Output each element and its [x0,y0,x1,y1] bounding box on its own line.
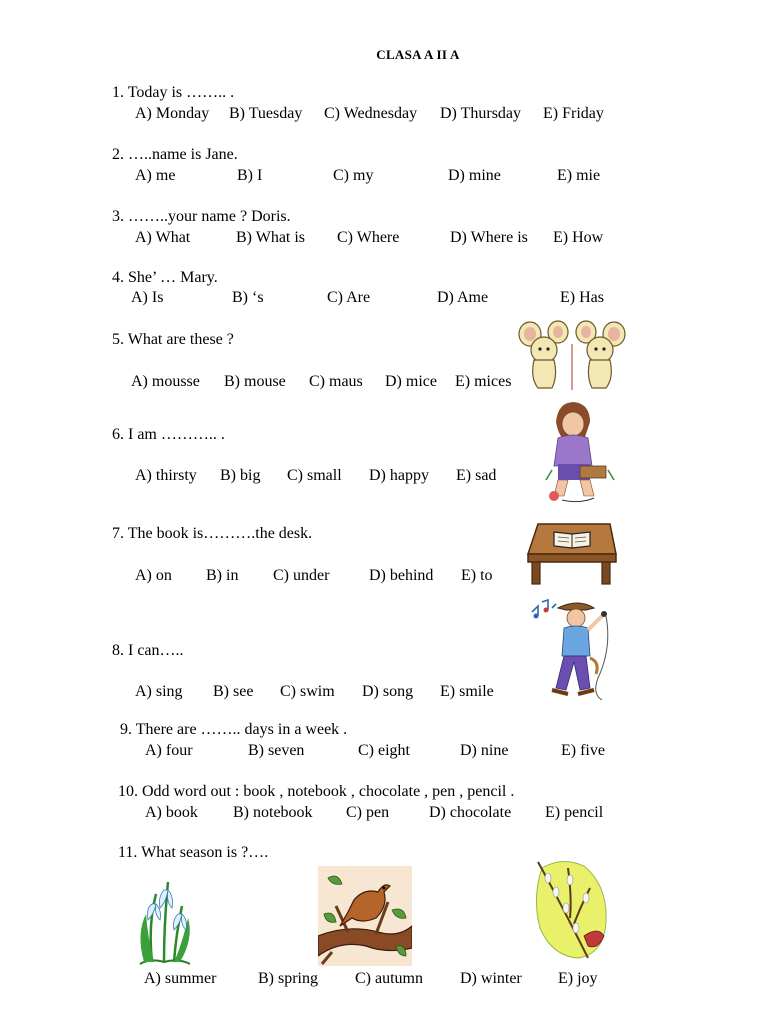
question-10: 10. Odd word out : book , notebook , chocolate , pen , pencil . [118,783,515,800]
answer-option: C) maus [309,373,363,390]
sad-girl-icon [540,400,620,510]
answer-option: A) mousse [131,373,200,390]
answer-option: B) big [220,467,261,484]
answer-option: E) joy [558,970,598,987]
bird-on-branch-icon [318,866,412,966]
answer-option: C) swim [280,683,335,700]
question-2: 2. …..name is Jane. [112,146,238,163]
two-mice-icon [516,320,628,392]
question-5: 5. What are these ? [112,331,234,348]
answer-option: B) notebook [233,804,313,821]
answer-option: E) pencil [545,804,604,821]
answer-option: A) Monday [135,105,210,122]
answer-option: E) How [553,229,604,246]
answer-option: E) sad [456,467,497,484]
question-8: 8. I can….. [112,642,184,659]
answer-option: C) under [273,567,330,584]
answer-option: B) in [206,567,239,584]
answer-option: D) chocolate [429,804,512,821]
question-4: 4. She’ … Mary. [112,269,218,286]
answer-option: B) seven [248,742,305,759]
answer-option: B) Tuesday [229,105,303,122]
answer-option: C) Where [337,229,400,246]
answer-option: D) mice [385,373,437,390]
question-7: 7. The book is……….the desk. [112,525,313,542]
answer-option: D) happy [369,467,429,484]
answer-option: D) mine [448,167,501,184]
answer-option: A) summer [144,970,217,987]
answer-option: E) Has [560,289,604,306]
answer-option: E) mie [557,167,601,184]
singing-cowboy-icon [528,598,620,704]
answer-option: E) to [461,567,493,584]
answer-option: A) sing [135,683,183,700]
answer-option: D) winter [460,970,522,987]
answer-option: C) Are [327,289,371,306]
answer-option: E) Friday [543,105,604,122]
answer-option: C) pen [346,804,390,821]
answer-option: A) thirsty [135,467,197,484]
question-3: 3. ……..your name ? Doris. [112,208,291,225]
question-1: 1. Today is …….. . [112,84,235,101]
answer-option: D) song [362,683,414,700]
question-11: 11. What season is ?…. [118,844,269,861]
answer-option: D) Ame [437,289,489,306]
answer-option: A) book [145,804,198,821]
answer-option: A) What [135,229,191,246]
answer-option: B) spring [258,970,318,987]
answer-option: A) on [135,567,172,584]
answer-option: B) mouse [224,373,286,390]
answer-option: B) What is [236,229,306,246]
answer-option: E) smile [440,683,494,700]
answer-option: B) I [237,167,263,184]
answer-option: D) Thursday [440,105,522,122]
answer-option: B) ‘s [232,289,264,306]
answer-option: E) mices [455,373,512,390]
pussy-willow-icon [528,858,610,966]
answer-option: C) small [287,467,342,484]
answer-option: C) autumn [355,970,423,987]
answer-option: C) my [333,167,374,184]
answer-option: D) Where is [450,229,528,246]
answer-option: C) eight [358,742,410,759]
question-6: 6. I am ……….. . [112,426,225,443]
answer-option: A) me [135,167,176,184]
answer-option: C) Wednesday [324,105,418,122]
snowdrops-icon [130,874,198,968]
answer-option: D) nine [460,742,509,759]
answer-option: A) four [145,742,193,759]
answer-option: B) see [213,683,254,700]
book-on-desk-icon [524,520,618,586]
page-title: CLASA A II A [376,47,460,62]
answer-option: E) five [561,742,605,759]
question-9: 9. There are …….. days in a week . [120,721,348,738]
answer-option: A) Is [131,289,164,306]
answer-option: D) behind [369,567,434,584]
